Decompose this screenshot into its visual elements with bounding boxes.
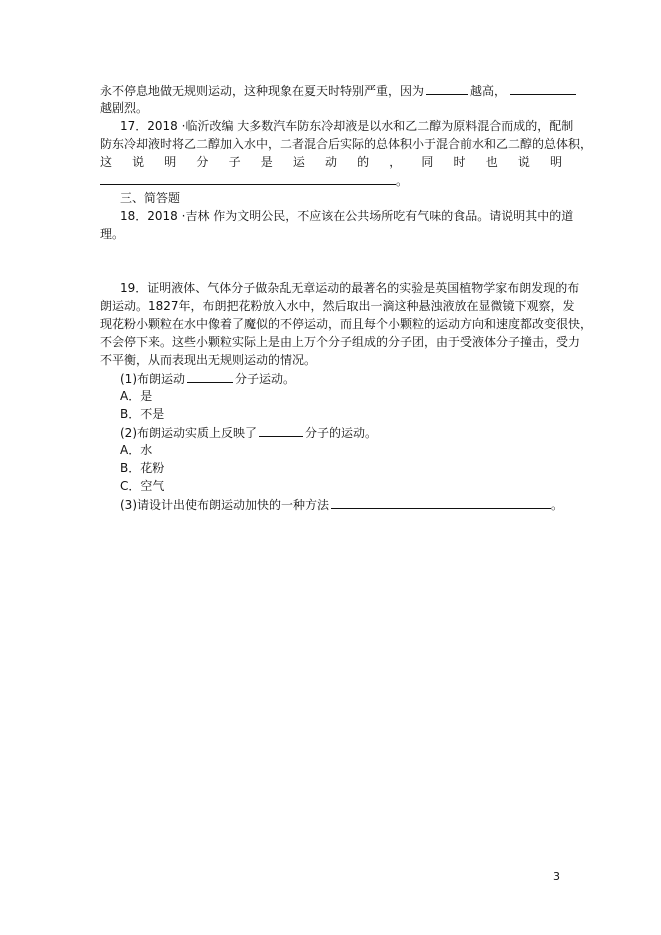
question-19-line-3	[100, 316, 592, 332]
text-fragment: B．花粉	[120, 461, 165, 475]
text-char: ，	[389, 155, 402, 169]
question-19-part-2	[120, 424, 377, 441]
question-17-line-1	[120, 118, 573, 134]
text-fragment: 朗运动。1827年，布朗把花粉放入水中，然后取出一滴这种悬浊液放在显微镜下观察，发	[100, 299, 575, 313]
text-char: 明	[164, 155, 177, 169]
text-char: 这	[100, 155, 113, 169]
text-char: 动	[324, 155, 337, 169]
text-line	[100, 100, 148, 116]
question-19-line-4	[100, 334, 580, 350]
section-heading	[120, 190, 180, 206]
text-fragment: (1)布朗运动	[120, 372, 185, 386]
question-19-line-5	[100, 352, 316, 368]
text-char: 子	[228, 155, 241, 169]
text-fragment: 越剧烈。	[100, 101, 149, 115]
text-char: 是	[260, 155, 273, 169]
answer-blank	[426, 82, 468, 95]
text-char: 说	[132, 155, 145, 169]
text-fragment: 不会停下来。这些小颗粒实际上是由上万个分子组成的分子团，由于受液体分子撞击，受力	[100, 335, 581, 349]
text-char: 时	[453, 155, 466, 169]
text-fragment: 。	[551, 498, 564, 512]
text-fragment: 现花粉小颗粒在水中像着了魔似的不停运动，而且每个小颗粒的运动方向和速度都改变很快，	[100, 317, 593, 331]
text-fragment: 不平衡，从而表现出无规则运动的情况。	[100, 353, 317, 367]
question-19-part-3	[120, 496, 563, 513]
answer-blank	[187, 370, 233, 383]
text-fragment: 18．2018 ·吉林 作为文明公民，不应该在公共场所吃有气味的食品。请说明其中的道	[120, 209, 574, 223]
text-fragment: 分子的运动。	[305, 426, 378, 440]
text-char: 运	[292, 155, 305, 169]
text-fragment: 19．证明液体、气体分子做杂乱无章运动的最著名的实验是英国植物学家布朗发现的布	[120, 281, 580, 295]
text-fragment: (3)请设计出使布朗运动加快的一种方法	[120, 498, 329, 512]
question-17-line-3	[100, 154, 562, 170]
text-line	[100, 82, 576, 99]
option-c	[120, 478, 164, 494]
question-19-part-1	[120, 370, 295, 387]
question-17-line-4	[100, 172, 408, 189]
text-fragment: 永不停息地做无规则运动，这种现象在夏天时特别严重，因为	[100, 84, 425, 98]
option-a	[120, 388, 152, 404]
answer-blank	[259, 424, 303, 437]
question-18-line-1	[120, 208, 573, 224]
text-fragment: 越高，	[470, 84, 507, 98]
text-char: 明	[549, 155, 562, 169]
question-19-line-2	[100, 298, 575, 314]
option-a	[120, 442, 152, 458]
text-fragment: 分子运动。	[235, 372, 296, 386]
answer-blank	[510, 82, 576, 95]
question-19-line-1	[120, 280, 579, 296]
text-char: 的	[357, 155, 370, 169]
text-fragment: C．空气	[120, 479, 165, 493]
question-17-line-2	[100, 136, 592, 152]
text-fragment: A．水	[120, 443, 153, 457]
text-char: 同	[421, 155, 434, 169]
text-char: 分	[196, 155, 209, 169]
text-fragment: A．是	[120, 389, 153, 403]
text-char: 说	[517, 155, 530, 169]
question-18-line-2	[100, 226, 124, 242]
answer-blank	[331, 496, 551, 509]
option-b	[120, 460, 164, 476]
text-char: 也	[485, 155, 498, 169]
text-fragment: 。	[396, 174, 409, 188]
text-fragment: 17．2018 ·临沂改编 大多数汽车防东冷却液是以水和乙二醇为原料混合而成的，配制	[120, 119, 574, 133]
text-fragment: B．不是	[120, 407, 165, 421]
page-number: 3	[553, 870, 560, 883]
text-fragment: 防东冷却液时将乙二醇加入水中，二者混合后实际的总体积小于混合前水和乙二醇的总体积，	[100, 137, 593, 151]
text-fragment: 理。	[100, 227, 125, 241]
text-fragment: (2)布朗运动实质上反映了	[120, 426, 257, 440]
option-b	[120, 406, 164, 422]
text-fragment: 三、简答题	[120, 191, 181, 205]
answer-blank	[100, 172, 396, 185]
